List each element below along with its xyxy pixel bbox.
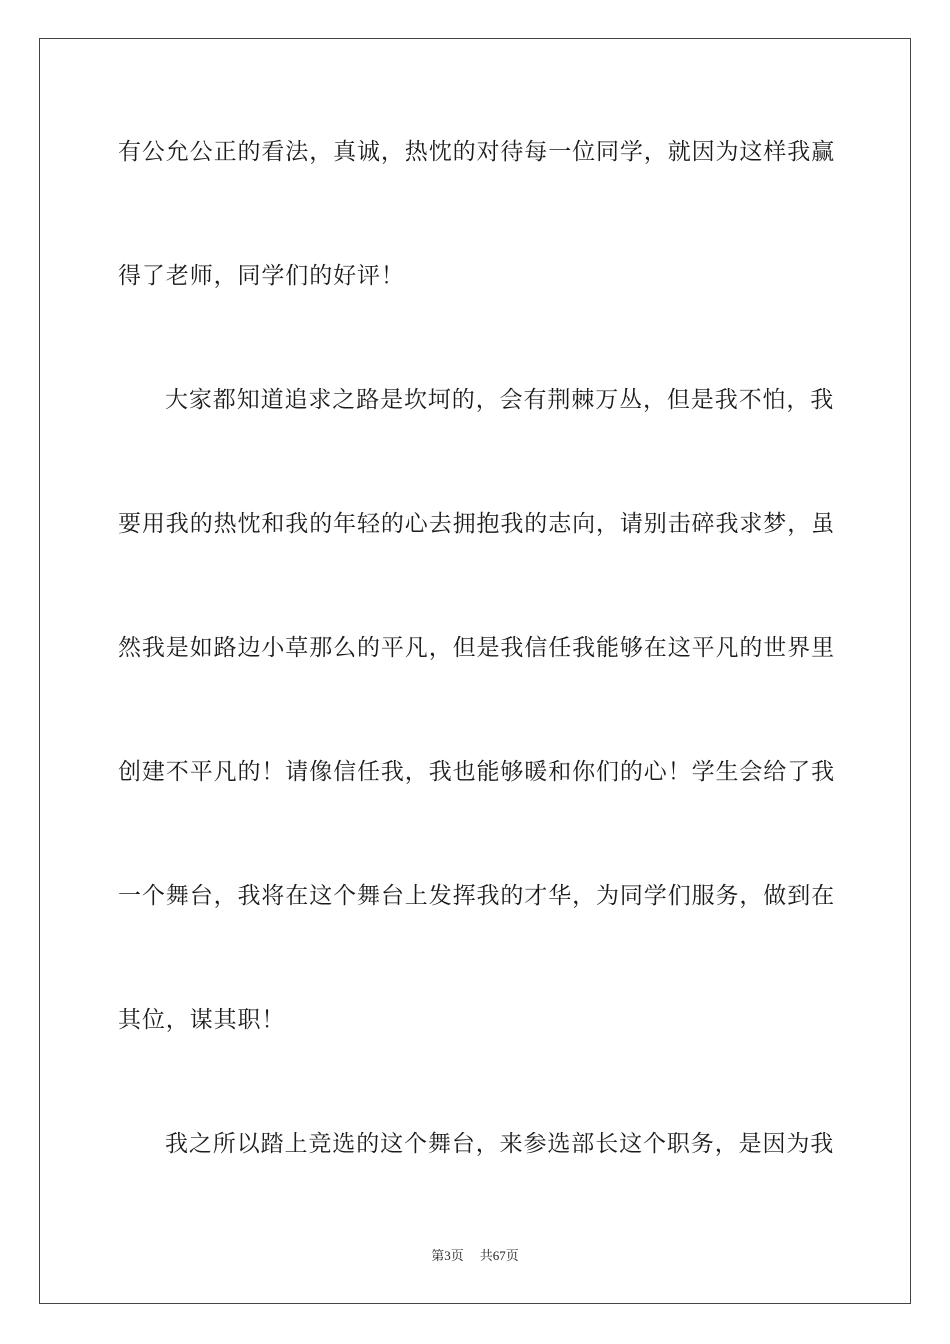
text-line-3: 大家都知道追求之路是坎坷的，会有荆棘万丛，但是我不怕，我 xyxy=(165,387,835,413)
page-total: 共67页 xyxy=(479,1248,519,1263)
text-line-8: 其位，谋其职！ xyxy=(118,1007,286,1033)
text-line-5: 然我是如路边小草那么的平凡，但是我信任我能够在这平凡的世界里 xyxy=(118,635,835,661)
text-line-6: 创建不平凡的！请像信任我，我也能够暖和你们的心！学生会给了我 xyxy=(118,759,835,785)
text-line-4: 要用我的热忱和我的年轻的心去拥抱我的志向，请别击碎我求梦，虽 xyxy=(118,511,835,537)
page-footer xyxy=(0,1247,950,1265)
page-frame xyxy=(39,38,911,1304)
page-number: 第3页 xyxy=(431,1248,464,1263)
text-line-9: 我之所以踏上竞选的这个舞台，来参选部长这个职务，是因为我 xyxy=(165,1131,835,1157)
text-line-1: 有公允公正的看法，真诚，热忱的对待每一位同学，就因为这样我赢 xyxy=(118,139,835,165)
text-line-2: 得了老师，同学们的好评！ xyxy=(118,263,405,289)
text-line-7: 一个舞台，我将在这个舞台上发挥我的才华，为同学们服务，做到在 xyxy=(118,883,835,909)
